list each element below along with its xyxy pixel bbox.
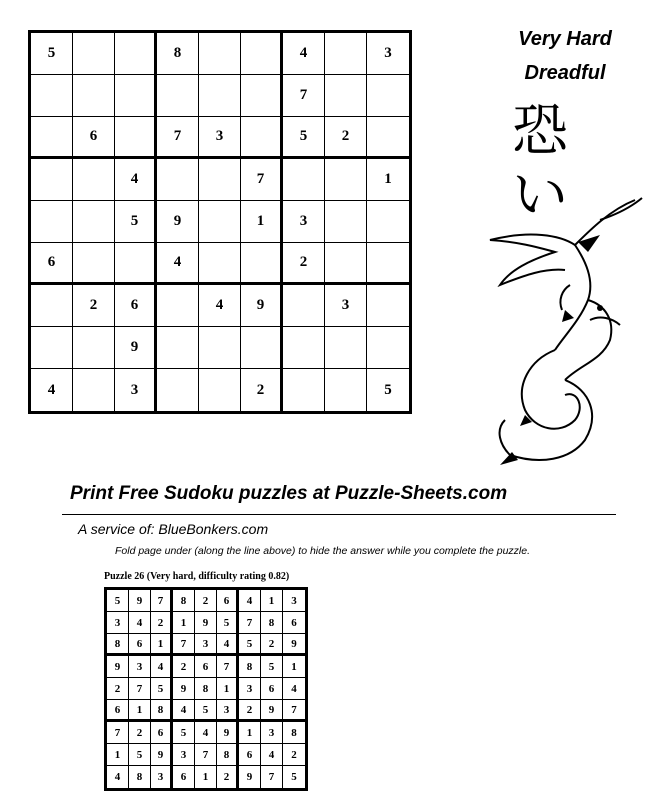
puzzle-cell — [367, 243, 409, 285]
solution-cell: 1 — [261, 590, 283, 612]
puzzle-cell — [325, 33, 367, 75]
puzzle-cell: 5 — [384, 381, 392, 398]
puzzle-cell: 5 — [115, 201, 157, 243]
puzzle-cell: 2 — [325, 117, 367, 159]
puzzle-cell: 6 — [31, 243, 73, 285]
solution-cell: 7 — [173, 634, 195, 656]
solution-cell: 6 — [173, 766, 195, 788]
puzzle-cell — [157, 75, 199, 117]
puzzle-cell — [73, 369, 115, 411]
fold-instructions: Fold page under (along the line above) to hide the answer while you complete the puzzle. — [115, 545, 531, 557]
solution-cell: 5 — [107, 590, 129, 612]
solution-cell: 7 — [217, 656, 239, 678]
puzzle-cell — [31, 285, 73, 327]
puzzle-cell — [73, 159, 115, 201]
solution-cell: 4 — [239, 590, 261, 612]
solution-cell: 8 — [283, 722, 305, 744]
solution-cell: 5 — [173, 722, 195, 744]
fold-line — [62, 514, 616, 515]
kanji-char: い — [512, 163, 568, 228]
puzzle-cell — [367, 201, 409, 243]
solution-cell: 8 — [107, 634, 129, 656]
solution-cell: 3 — [107, 612, 129, 634]
puzzle-cell: 7 — [241, 159, 283, 201]
puzzle-cell — [73, 327, 115, 369]
puzzle-cell: 6 — [73, 117, 115, 159]
puzzle-cell — [31, 75, 73, 117]
solution-cell: 1 — [195, 766, 217, 788]
puzzle-cell: 4 — [283, 33, 325, 75]
solution-cell: 9 — [217, 722, 239, 744]
solution-cell: 6 — [239, 744, 261, 766]
puzzle-cell — [367, 75, 409, 117]
puzzle-cell: 4 — [157, 243, 199, 285]
puzzle-cell — [367, 117, 409, 159]
dragon-illustration — [470, 190, 645, 475]
puzzle-cell — [199, 243, 241, 285]
puzzle-cell: 6 — [115, 285, 157, 327]
solution-caption: Puzzle 26 (Very hard, difficulty rating 0.82) — [104, 571, 290, 582]
puzzle-cell — [157, 369, 199, 411]
solution-cell: 8 — [129, 766, 151, 788]
solution-cell: 3 — [195, 634, 217, 656]
puzzle-cell — [325, 159, 367, 201]
puzzle-cell — [73, 201, 115, 243]
solution-grid — [104, 587, 308, 791]
puzzle-cell — [73, 243, 115, 285]
solution-cell: 9 — [195, 612, 217, 634]
solution-cell: 3 — [151, 766, 173, 788]
solution-cell: 4 — [195, 722, 217, 744]
puzzle-cell: 2 — [241, 369, 283, 411]
solution-cell: 9 — [129, 590, 151, 612]
puzzle-cell: 2 — [283, 243, 325, 285]
puzzle-cell — [283, 369, 325, 411]
puzzle-cell: 7 — [283, 75, 325, 117]
puzzle-cell: 5 — [31, 33, 73, 75]
solution-cell: 7 — [239, 612, 261, 634]
solution-cell: 5 — [291, 771, 297, 783]
solution-cell: 4 — [283, 678, 305, 700]
puzzle-cell — [241, 75, 283, 117]
solution-cell: 2 — [151, 612, 173, 634]
solution-cell: 2 — [173, 656, 195, 678]
puzzle-cell — [31, 201, 73, 243]
solution-cell: 6 — [129, 634, 151, 656]
puzzle-cell — [325, 243, 367, 285]
puzzle-cell — [115, 117, 157, 159]
puzzle-cell — [325, 75, 367, 117]
puzzle-cell: 7 — [157, 117, 199, 159]
puzzle-cell — [325, 369, 367, 411]
solution-cell: 4 — [151, 656, 173, 678]
puzzle-cell: 3 — [283, 201, 325, 243]
site-banner: Print Free Sudoku puzzles at Puzzle-Sheets.com — [70, 483, 508, 504]
puzzle-cell — [325, 201, 367, 243]
solution-cell: 3 — [261, 722, 283, 744]
puzzle-cell — [241, 33, 283, 75]
solution-cell: 7 — [261, 766, 283, 788]
solution-cell: 4 — [129, 612, 151, 634]
solution-cell: 4 — [107, 766, 129, 788]
solution-cell: 5 — [151, 678, 173, 700]
solution-cell: 7 — [107, 722, 129, 744]
puzzle-cell — [199, 159, 241, 201]
puzzle-cell — [199, 33, 241, 75]
puzzle-cell: 2 — [73, 285, 115, 327]
solution-cell: 2 — [283, 744, 305, 766]
difficulty-word: Dreadful — [524, 62, 606, 84]
solution-cell: 5 — [129, 744, 151, 766]
solution-cell: 8 — [217, 744, 239, 766]
puzzle-cell — [31, 117, 73, 159]
solution-cell: 2 — [239, 700, 261, 722]
solution-cell: 1 — [283, 656, 305, 678]
solution-cell: 9 — [173, 678, 195, 700]
solution-cell: 7 — [151, 590, 173, 612]
solution-cell: 6 — [151, 722, 173, 744]
solution-cell: 7 — [283, 700, 305, 722]
puzzle-cell: 9 — [115, 327, 157, 369]
puzzle-cell: 4 — [31, 369, 73, 411]
puzzle-cell: 4 — [199, 285, 241, 327]
solution-cell: 1 — [173, 612, 195, 634]
solution-cell: 1 — [107, 744, 129, 766]
solution-cell: 5 — [217, 612, 239, 634]
solution-cell: 3 — [239, 678, 261, 700]
solution-cell: 7 — [129, 678, 151, 700]
solution-cell: 2 — [261, 634, 283, 656]
solution-cell: 4 — [261, 744, 283, 766]
solution-cell: 8 — [261, 612, 283, 634]
puzzle-cell — [283, 159, 325, 201]
solution-cell: 1 — [217, 678, 239, 700]
kanji-char: 恐 — [512, 99, 568, 164]
puzzle-cell: 3 — [115, 369, 157, 411]
solution-cell: 6 — [283, 612, 305, 634]
solution-cell: 9 — [261, 700, 283, 722]
puzzle-cell: 1 — [367, 159, 409, 201]
solution-cell: 8 — [239, 656, 261, 678]
puzzle-cell — [73, 75, 115, 117]
puzzle-cell — [241, 243, 283, 285]
puzzle-cell: 9 — [157, 201, 199, 243]
solution-cell: 3 — [217, 700, 239, 722]
solution-cell: 5 — [261, 656, 283, 678]
solution-cell: 2 — [217, 766, 239, 788]
puzzle-cell: 1 — [241, 201, 283, 243]
solution-cell: 8 — [151, 700, 173, 722]
solution-cell: 9 — [107, 656, 129, 678]
solution-cell: 6 — [195, 656, 217, 678]
solution-cell: 3 — [173, 744, 195, 766]
solution-cell: 6 — [217, 590, 239, 612]
difficulty-level: Very Hard — [518, 28, 612, 50]
puzzle-cell: 4 — [115, 159, 157, 201]
puzzle-cell — [157, 285, 199, 327]
puzzle-cell: 5 — [283, 117, 325, 159]
solution-cell: 6 — [261, 678, 283, 700]
puzzle-grid — [28, 30, 412, 414]
solution-cell: 8 — [173, 590, 195, 612]
puzzle-cell — [31, 327, 73, 369]
puzzle-cell: 8 — [157, 33, 199, 75]
solution-cell: 1 — [151, 634, 173, 656]
puzzle-cell — [325, 327, 367, 369]
puzzle-cell — [241, 327, 283, 369]
solution-cell: 3 — [283, 590, 305, 612]
solution-cell: 5 — [195, 700, 217, 722]
puzzle-cell — [115, 33, 157, 75]
solution-cell: 1 — [239, 722, 261, 744]
puzzle-cell — [367, 285, 409, 327]
puzzle-cell — [157, 159, 199, 201]
puzzle-cell — [199, 369, 241, 411]
puzzle-cell — [283, 285, 325, 327]
solution-cell: 9 — [151, 744, 173, 766]
solution-cell: 2 — [129, 722, 151, 744]
puzzle-cell — [199, 201, 241, 243]
puzzle-cell — [241, 117, 283, 159]
service-line: A service of: BlueBonkers.com — [78, 521, 269, 537]
puzzle-cell — [199, 75, 241, 117]
solution-cell: 9 — [283, 634, 305, 656]
solution-cell: 1 — [129, 700, 151, 722]
puzzle-cell: 3 — [367, 33, 409, 75]
puzzle-cell: 3 — [199, 117, 241, 159]
solution-cell: 2 — [195, 590, 217, 612]
puzzle-cell — [199, 327, 241, 369]
solution-cell: 4 — [173, 700, 195, 722]
puzzle-cell — [31, 159, 73, 201]
puzzle-cell — [115, 75, 157, 117]
solution-cell: 4 — [217, 634, 239, 656]
puzzle-cell: 9 — [241, 285, 283, 327]
solution-cell: 6 — [107, 700, 129, 722]
solution-cell: 7 — [195, 744, 217, 766]
puzzle-cell — [115, 243, 157, 285]
puzzle-cell — [367, 327, 409, 369]
solution-cell: 9 — [239, 766, 261, 788]
solution-cell: 3 — [129, 656, 151, 678]
puzzle-cell — [157, 327, 199, 369]
solution-cell: 8 — [195, 678, 217, 700]
puzzle-cell: 3 — [325, 285, 367, 327]
puzzle-cell — [73, 33, 115, 75]
solution-cell: 5 — [239, 634, 261, 656]
solution-cell: 2 — [107, 678, 129, 700]
puzzle-cell — [283, 327, 325, 369]
